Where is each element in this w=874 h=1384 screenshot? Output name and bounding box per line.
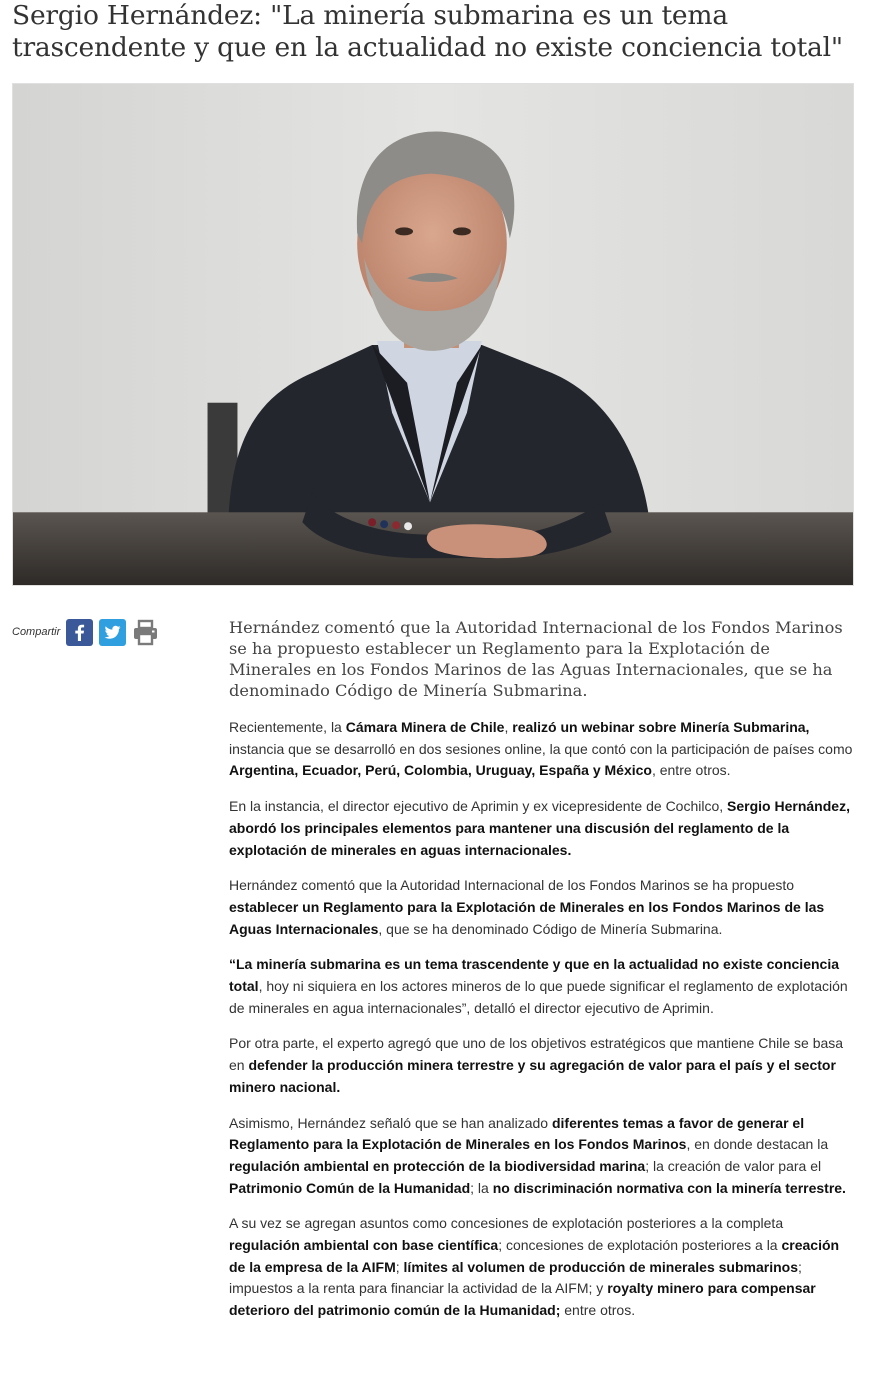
bold-text: defender la producción minera terrestre y su agregación de valor para el país y el sector minero nacional. — [229, 1057, 836, 1095]
text-run: ; impuestos a la renta para financiar la actividad de la AIFM; y — [229, 1258, 802, 1297]
bold-text: Patrimonio Común de la Humanidad — [229, 1179, 471, 1196]
text-run: Asimismo, Hernández señaló que se han analizado — [229, 1114, 552, 1131]
article-paragraph — [229, 717, 853, 782]
share-label: Compartir — [12, 626, 61, 638]
text-run: A su vez se agregan asuntos como concesiones de explotación posteriores a la completa — [229, 1215, 784, 1232]
article-photo — [12, 83, 854, 586]
article-paragraph — [229, 1213, 853, 1322]
text-run: En la instancia, el director ejecutivo de Aprimin y ex vicepresidente de Cochilco, — [229, 798, 728, 815]
bold-text: creación de la empresa de la AIFM — [229, 1237, 840, 1275]
text-run: Hernández comentó que la Autoridad Internacional de los Fondos Marinos se ha propuesto — [229, 877, 795, 894]
text-run: entre otros. — [560, 1302, 636, 1319]
text-run: Recientemente, la — [229, 719, 346, 735]
twitter-icon[interactable] — [99, 619, 126, 646]
article-paragraphs — [229, 717, 853, 1322]
text-run: , hoy ni siquiera en los actores mineros de lo que puede significar el reglamento de explotación de minerales en agua internacionales”, detalló el director ejecutivo de Aprimin. — [229, 978, 848, 1016]
article-paragraph — [229, 1113, 853, 1200]
article-body — [229, 617, 853, 1336]
bold-text: “La minería submarina es un tema trascendente y que en la actualidad no existe conciencia total — [229, 956, 839, 995]
text-run: ; concesiones de explotación posteriores a la — [498, 1237, 782, 1254]
text-run: ; — [395, 1258, 404, 1275]
bold-text: Argentina, Ecuador, Perú, Colombia, Uruguay, España y México — [229, 762, 652, 779]
text-run: Por otra parte, el experto agregó que uno de los objetivos estratégicos que mantiene Chile se basa en — [229, 1035, 844, 1074]
text-run: , en donde destacan la — [686, 1136, 829, 1153]
article-paragraph — [229, 954, 853, 1019]
text-run: ; la — [470, 1179, 493, 1196]
bold-text: royalty minero para compensar deterioro del patrimonio común de la Humanidad; — [229, 1280, 816, 1319]
text-run: instancia que se desarrolló en dos sesiones online, la que contó con la participación de países como — [229, 740, 853, 757]
bold-text: regulación ambiental en protección de la biodiversidad marina — [229, 1157, 646, 1174]
bold-text: regulación ambiental con base científica — [229, 1237, 499, 1254]
bold-text: diferentes temas a favor de generar el Reglamento para la Explotación de Minerales en los Fondos Marinos — [229, 1114, 805, 1153]
text-run: , que se ha denominado Código de Minería Submarina. — [378, 920, 723, 937]
share-bar — [12, 618, 165, 646]
text-run: , entre otros. — [651, 762, 731, 779]
article-title: Sergio Hernández: "La minería submarina es un tema trascendente y que en la actualidad no existe conciencia total" — [12, 0, 843, 63]
text-run: , — [504, 719, 513, 735]
bold-text: Sergio Hernández, abordó los principales elementos para mantener una discusión del reglamento de la explotación de minerales en aguas internacionales. — [229, 798, 850, 858]
article-paragraph — [229, 875, 853, 940]
article-paragraph — [229, 1033, 853, 1098]
bold-text: realizó un webinar sobre Minería Submarina, — [512, 719, 810, 735]
text-run: ; la creación de valor para el — [645, 1157, 822, 1174]
print-icon[interactable] — [132, 619, 159, 646]
article-paragraph — [229, 796, 853, 861]
facebook-icon[interactable] — [66, 619, 93, 646]
article-lead: Hernández comentó que la Autoridad Internacional de los Fondos Marinos se ha propuesto establecer un Reglamento para la Explotación de Minerales en los Fondos Marinos de las Aguas Internacionales, que se ha denominado Código de Minería Submarina. — [229, 618, 843, 700]
portrait-image — [13, 84, 853, 585]
bold-text: establecer un Reglamento para la Explotación de Minerales en los Fondos Marinos de las Aguas Internacionales — [229, 898, 825, 937]
bold-text: no discriminación normativa con la minería terrestre. — [492, 1179, 846, 1196]
bold-text: Cámara Minera de Chile — [345, 719, 505, 735]
bold-text: límites al volumen de producción de minerales submarinos — [403, 1258, 798, 1275]
